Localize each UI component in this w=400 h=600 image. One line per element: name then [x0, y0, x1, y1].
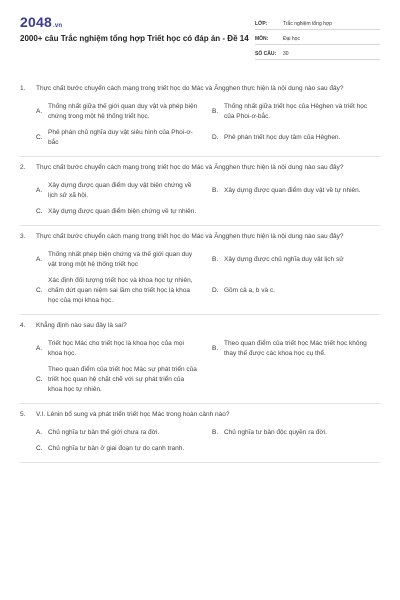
option-letter: B.	[212, 429, 219, 436]
meta-key: LỚP:	[255, 21, 268, 27]
question-stem	[20, 163, 380, 173]
question-text: Thực chất bước chuyển cách mạng trong triết học do Mác và Ăngghen thực hiện là nội dung nào sau đây?	[36, 85, 344, 92]
option-text: Xây dựng được quan điểm duy vật biện chứng về lịch sử xã hội.	[48, 182, 192, 199]
question-text: Thực chất bước chuyển cách mạng trong triết học do Mác và Ăngghen thực hiện là nội dung nào sau đây?	[36, 233, 344, 240]
answer-option-c[interactable]	[36, 128, 204, 148]
option-letter: A.	[36, 256, 43, 263]
question-number: 3.	[20, 233, 26, 240]
option-letter: B.	[212, 187, 219, 194]
option-letter: C.	[36, 134, 43, 141]
answer-option-d[interactable]	[212, 128, 380, 148]
answer-option-a[interactable]	[36, 428, 204, 438]
option-text: Triết học Mác cho triết học là khoa học của mọi khoa học.	[48, 340, 184, 357]
option-letter: C.	[36, 208, 43, 215]
option-letter: C.	[36, 376, 43, 383]
answer-option-b[interactable]	[212, 102, 380, 122]
option-text: Xác định đối tượng triết học và khoa học tự nhiên, chấm dứt quan niệm sai lầm cho triết học là khoa học của mọi khoa học.	[48, 277, 193, 304]
option-text: Chủ nghĩa tư bản thế giới chưa ra đời.	[48, 429, 160, 436]
option-letter: B.	[212, 108, 219, 115]
meta-row-class	[255, 16, 380, 30]
answer-option-d[interactable]	[212, 276, 380, 306]
answer-option-b[interactable]	[212, 181, 380, 201]
option-letter: B.	[212, 256, 219, 263]
question-stem	[20, 232, 380, 242]
meta-key: SỐ CÂU:	[255, 51, 277, 57]
question-stem	[20, 321, 380, 331]
question-stem	[20, 410, 380, 420]
meta-value: Đại học	[283, 36, 300, 42]
option-text: Chủ nghĩa tư bản độc quyền ra đời.	[224, 429, 327, 436]
question-item	[20, 404, 380, 463]
answer-options	[20, 428, 380, 454]
option-text: Phê phán triết học duy tâm của Hêghen.	[224, 134, 341, 141]
option-text: Phê phán chủ nghĩa duy vật siêu hình của Phoi-ơ-bắc	[48, 129, 193, 146]
option-text: Theo quan điểm của triết học Mác sự phát triển của triết học quan hệ chặt chẽ với sự phát triển của khoa học tự nhiên.	[48, 366, 197, 393]
question-number: 4.	[20, 322, 26, 329]
answer-options	[20, 102, 380, 148]
document-title: 2000+ câu Trắc nghiệm tổng hợp Triết học có đáp án - Đề 14	[20, 34, 249, 43]
option-text: Thống nhất giữa thế giới quan duy vật và phép biện chứng trong một hệ thống triết học.	[48, 103, 198, 120]
question-item	[20, 315, 380, 404]
answer-option-a[interactable]	[36, 339, 204, 359]
answer-option-a[interactable]	[36, 250, 204, 270]
question-stem	[20, 84, 380, 94]
question-number: 1.	[20, 85, 26, 92]
answer-options	[20, 181, 380, 217]
option-text: Xây dựng được quan điểm duy vật về tự nhiên.	[224, 187, 361, 194]
question-text: Thực chất bước chuyển cách mạng trong triết học do Mác và Ăngghen thực hiện là nội dung nào sau đây?	[36, 164, 344, 171]
answer-option-a[interactable]	[36, 181, 204, 201]
answer-option-b[interactable]	[212, 428, 380, 438]
answer-option-a[interactable]	[36, 102, 204, 122]
logo-text: 2048	[20, 14, 52, 30]
option-letter: C.	[36, 445, 43, 452]
option-text: Xây dựng được chủ nghĩa duy vật lịch sử	[224, 256, 344, 263]
meta-value: 30	[283, 51, 289, 57]
option-letter: D.	[212, 287, 219, 294]
option-letter: D.	[212, 134, 219, 141]
question-text: V.I. Lênin bổ sung và phát triển triết học Mác trong hoàn cảnh nào?	[36, 411, 230, 418]
question-item	[20, 78, 380, 157]
answer-option-b[interactable]	[212, 250, 380, 270]
option-letter: A.	[36, 108, 43, 115]
option-letter: A.	[36, 345, 43, 352]
question-number: 5.	[20, 411, 26, 418]
option-text: Xây dựng được quan điểm biện chứng về tự nhiên.	[48, 208, 197, 215]
question-item	[20, 226, 380, 315]
answer-option-c[interactable]	[36, 365, 204, 395]
meta-key: MÔN:	[255, 36, 269, 42]
question-item	[20, 157, 380, 226]
meta-row-subject	[255, 31, 380, 45]
option-text: Gồm cả a, b và c.	[224, 287, 275, 294]
meta-value: Trắc nghiệm tổng hợp	[283, 21, 332, 27]
option-letter: B.	[212, 345, 219, 352]
question-list	[20, 78, 380, 463]
answer-option-c[interactable]	[36, 444, 204, 454]
answer-options	[20, 250, 380, 306]
option-text: Theo quan điểm của triết học Mác triết học không thay thế được các khoa học cụ thể.	[224, 340, 367, 357]
option-text: Thống nhất giữa triết học của Hêghen và triết học của Phoi-ơ-bắc.	[224, 103, 368, 120]
site-logo[interactable]	[20, 14, 62, 30]
option-letter: A.	[36, 429, 43, 436]
option-letter: C.	[36, 287, 43, 294]
document-header	[0, 0, 400, 70]
meta-info	[255, 16, 380, 61]
option-text: Thống nhất phép biện chứng và thế giới quan duy vật trong một hệ thống triết học	[48, 251, 193, 268]
question-text: Khẳng định nào sau đây là sai?	[36, 322, 127, 329]
question-number: 2.	[20, 164, 26, 171]
logo-suffix: .vn	[52, 23, 63, 29]
option-letter: A.	[36, 187, 43, 194]
answer-option-b[interactable]	[212, 339, 380, 359]
meta-row-count	[255, 46, 380, 60]
answer-options	[20, 339, 380, 395]
answer-option-c[interactable]	[36, 207, 204, 217]
option-text: Chủ nghĩa tư bản ở giai đoạn tự do cạnh tranh.	[48, 445, 185, 452]
answer-option-c[interactable]	[36, 276, 204, 306]
